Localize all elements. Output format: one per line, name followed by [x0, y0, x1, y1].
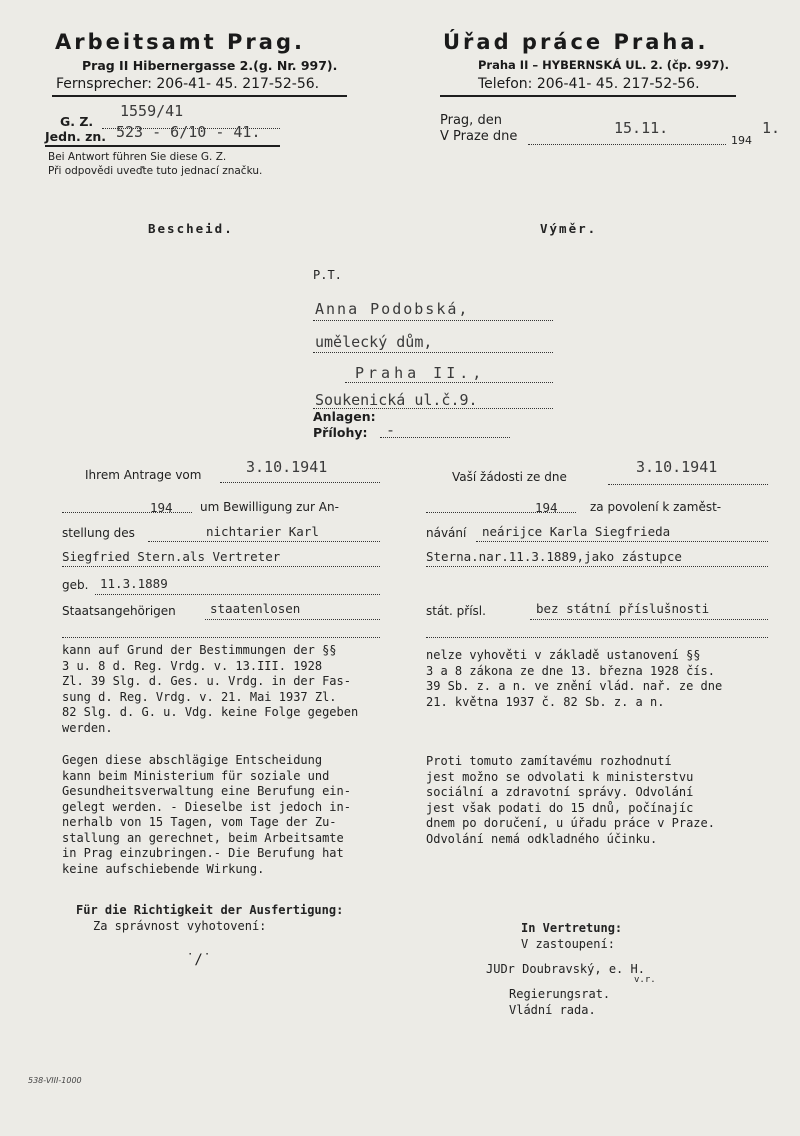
header-cz-address: Praha II – HYBERNSKÁ UL. 2. (čp. 997).: [478, 58, 729, 72]
header-de-title: Arbeitsamt Prag.: [55, 30, 305, 54]
geb-dotline: [95, 594, 380, 595]
richtigkeit-label: Für die Richtigkeit der Ausfertigung:: [76, 903, 344, 917]
prilohy-label: Přílohy:: [313, 425, 368, 440]
reference-rule: [45, 145, 280, 147]
left-separator-dotline: [62, 637, 380, 638]
title-vladni-rada: Vládní rada.: [509, 1003, 596, 1017]
signature-mark: ˙/˙: [186, 952, 212, 968]
reference-note-cz: Při odpovědi uveďte tuto jednací značku.: [48, 165, 263, 177]
zadost-date-dotline: [608, 484, 768, 485]
title-regierungsrat: Regierungsrat.: [509, 987, 611, 1001]
bewilligung-text: um Bewilligung zur An-: [200, 500, 339, 514]
reference-note-de: Bei Antwort führen Sie diese G. Z.: [48, 151, 227, 163]
header-de-rule: [52, 95, 347, 97]
recipient-line2-dotline: [313, 352, 553, 353]
geb-value: 11.3.1889: [100, 576, 168, 591]
left-paragraph-decision: kann auf Grund der Bestimmungen der §§ 3 u. 8 d. Reg. Vrdg. v. 13.III. 1928 Zl. 39 Slg. d. Ges. u. Vrdg. in der Fas- sung d. Reg. Vrdg. v. 21. Mai 1937 Zl. 82 Slg. d. G. u. Vdg. keine Folge gegeben werden.: [62, 643, 359, 735]
print-code: 538-VIII-1000: [28, 1076, 82, 1085]
antrag-date: 3.10.1941: [246, 458, 328, 476]
stat-label: stát. přísl.: [426, 604, 486, 618]
reference-number-top: 1559/41: [120, 102, 184, 120]
gz-label: G. Z.: [60, 114, 94, 129]
spravnost-label: Za správnost vyhotovení:: [93, 919, 267, 933]
jedn-label: Jedn. zn.: [45, 129, 106, 144]
heading-vymer: Výměr.: [540, 221, 598, 236]
stellung2-dotline: [62, 566, 380, 567]
left-paragraph-appeal: Gegen diese abschlägige Entscheidung kann beim Ministerium für soziale und Gesundheitsverwaltung eine Berufung ein- gelegt werden. - Dieselbe ist jedoch in- nerhalb von 15 Tagen, vom Tage der Zu- stallung an gerechnet, beim Arbeitsamte in Prag einzubringen.- Die Berufung hat keine aufschiebende Wirkung.: [62, 753, 351, 876]
header-cz-phone: Telefon: 206-41- 45. 217-52-56.: [478, 76, 700, 92]
stat-value: bez státní příslušnosti: [536, 601, 710, 616]
recipient-name-dotline: [313, 320, 553, 321]
date-year-suffix: 1.: [762, 119, 781, 137]
stellung-value2: Siegfried Stern.als Vertreter: [62, 549, 281, 564]
reference-number-main: 523 - 6/10 - 41.: [116, 123, 261, 141]
right-separator-dotline: [426, 637, 768, 638]
navani-value2: Sterna.nar.11.3.1889,jako zástupce: [426, 549, 682, 564]
stellung-value: nichtarier Karl: [206, 524, 319, 539]
antrag-label: Ihrem Antrage vom: [85, 468, 202, 482]
date-year-prefix: 194: [731, 134, 752, 147]
header-cz-title: Úřad práce Praha.: [443, 30, 709, 54]
zadost-label: Vaší žádosti ze dne: [452, 470, 567, 484]
staat-value: staatenlosen: [210, 601, 301, 616]
stellung-label: stellung des: [62, 526, 135, 540]
stat-dotline: [530, 619, 768, 620]
date-label-de: Prag, den: [440, 113, 502, 128]
navani2-dotline: [426, 566, 768, 567]
recipient-city: Praha II.,: [355, 364, 486, 382]
navani-value: neárijce Karla Siegfrieda: [482, 524, 671, 539]
in-vertretung-label: In Vertretung:: [521, 921, 623, 935]
signatory-name: JUDr Doubravský, e. H.: [486, 962, 645, 976]
heading-bescheid: Bescheid.: [148, 221, 234, 236]
left-year-stub: 194: [150, 500, 173, 515]
right-paragraph-appeal: Proti tomuto zamítavému rozhodnutí jest možno se odvolati k ministerstvu sociální a zdravotní správy. Odvolání jest však podati do 15 dnů, počínajíc dnem po doručení, u úřadu práce v Praze. Odvolání nemá odkladného účinku.: [426, 754, 715, 846]
recipient-salutation: P.T.: [313, 268, 342, 282]
signatory-note: v.r.: [634, 975, 656, 985]
zadost-date: 3.10.1941: [636, 458, 718, 476]
navani-label: návání: [426, 526, 467, 540]
right-year-stub: 194: [535, 500, 558, 515]
staat-label: Staatsangehörigen: [62, 604, 176, 618]
navani-dotline: [476, 541, 768, 542]
staat-dotline: [205, 619, 380, 620]
geb-label: geb.: [62, 578, 89, 592]
recipient-street: Soukenická ul.č.9.: [315, 391, 478, 409]
povoleni-text: za povolení k zaměst-: [590, 500, 722, 514]
anlagen-label: Anlagen:: [313, 409, 376, 424]
header-cz-rule: [440, 95, 736, 97]
header-de-address: Prag II Hibernergasse 2.(g. Nr. 997).: [82, 58, 338, 73]
date-label-cz: V Praze dne: [440, 129, 518, 144]
recipient-name: Anna Podobská,: [315, 300, 470, 318]
date-dotline: [528, 144, 726, 145]
recipient-line2: umělecký dům,: [315, 333, 433, 351]
prilohy-dotline: [380, 437, 510, 438]
header-de-phone: Fernsprecher: 206-41- 45. 217-52-56.: [56, 76, 320, 92]
stellung-dotline: [148, 541, 380, 542]
date-value: 15.11.: [614, 119, 669, 137]
right-paragraph-decision: nelze vyhověti v základě ustanovení §§ 3 a 8 zákona ze dne 13. března 1928 čís. 39 Sb. z. a n. ve znění vlád. nař. ze dne 21. května 1937 č. 82 Sb. z. a n.: [426, 648, 723, 709]
gz-dotline: [102, 128, 280, 129]
antrag-date-dotline: [220, 482, 380, 483]
v-zastoupeni-label: V zastoupení:: [521, 937, 615, 951]
prilohy-value: -: [386, 421, 396, 439]
recipient-city-dotline: [345, 382, 553, 383]
